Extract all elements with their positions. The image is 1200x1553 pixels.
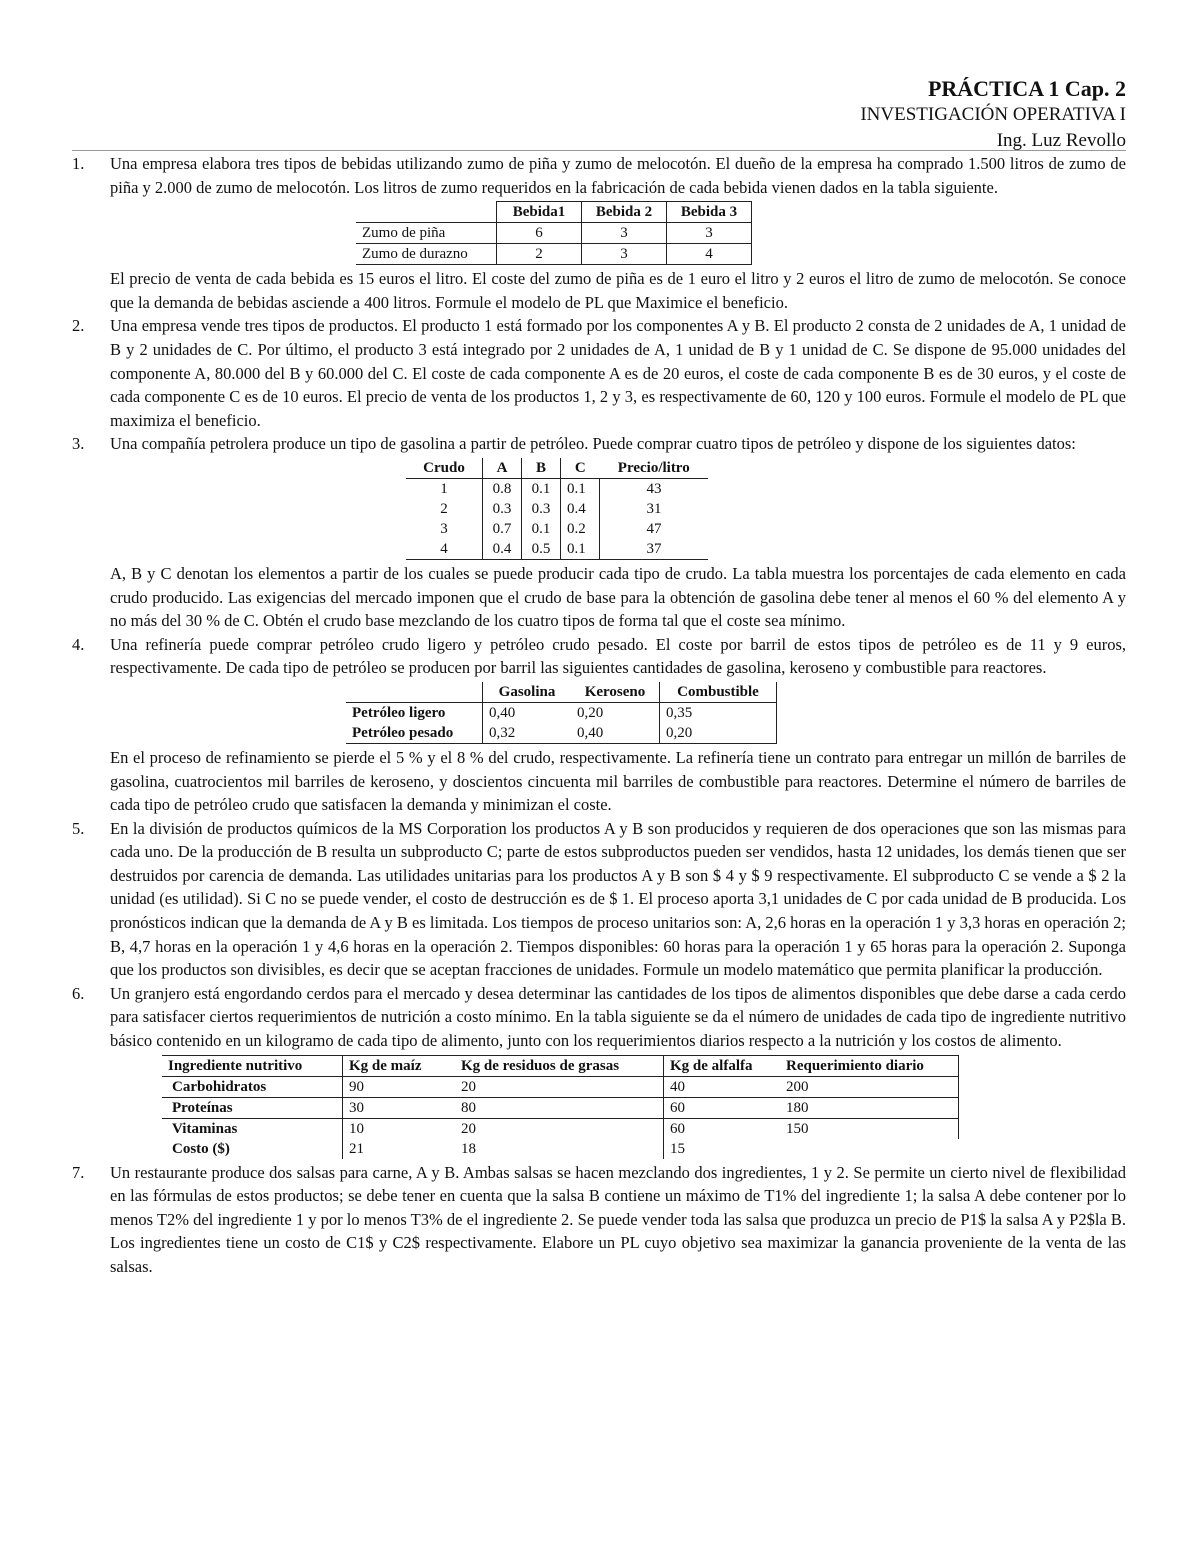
practice-title: PRÁCTICA 1 Cap. 2 — [927, 76, 1126, 101]
table-cell: 0.8 — [483, 478, 522, 499]
table-cell: 0,20 — [571, 702, 660, 723]
table-row — [356, 223, 752, 244]
problem-text: Una compañía petrolera produce un tipo de gasolina a partir de petróleo. Puede comprar cuatro tipos de petróleo y dispone de los siguientes datos: — [110, 434, 1076, 454]
problem-6 — [72, 982, 1126, 1161]
table-row — [162, 1118, 959, 1139]
problem-text-after: El precio de venta de cada bebida es 15 euros el litro. El coste del zumo de piña es de 1 euro el litro y 2 euros el litro de zumo de melocotón. Se conoce que la demanda de bebidas asciende a 400 litros. Formule el modelo de PL que Maximice el beneficio. — [110, 269, 1126, 312]
row-label: Petróleo ligero — [346, 702, 483, 723]
table-cell: 43 — [646, 480, 662, 497]
table-cell: 0,35 — [660, 702, 777, 723]
table-row — [356, 244, 752, 265]
table-header: Bebida 2 — [582, 202, 667, 223]
table-row — [346, 702, 777, 723]
row-label: Carbohidratos — [162, 1076, 343, 1097]
row-label: Zumo de piña — [356, 223, 497, 244]
table-cell: 0,20 — [660, 723, 777, 744]
problem-number: 4. — [72, 634, 85, 654]
table-header: Kg de alfalfa — [664, 1055, 781, 1076]
table-cell: 0.1 — [522, 519, 561, 539]
problem-list — [72, 152, 1126, 1279]
table-cell — [780, 1139, 959, 1159]
table-cell: 15 — [670, 1140, 685, 1157]
table-cell: 18 — [455, 1139, 664, 1159]
table-cell: 2 — [406, 499, 483, 519]
table-cell: 0,32 — [483, 723, 572, 744]
table-cell: 3 — [582, 223, 667, 244]
table-row — [162, 1097, 959, 1118]
table-row — [406, 539, 708, 560]
table-cell: 31 — [646, 500, 662, 517]
problem-5 — [72, 817, 1126, 982]
table-cell: 4 — [667, 244, 752, 265]
refinery-table — [346, 682, 777, 744]
table-row — [346, 723, 777, 744]
problem-text: Un restaurante produce dos salsas para carne, A y B. Ambas salsas se hacen mezclando dos ingredientes, 1 y 2. Se permite un cierto nivel de flexibilidad en las fórmulas de estos productos; se debe tener en cuenta que la salsa B contiene un máximo de T1% del ingrediente 1; la salsa A debe contener por lo menos T2% del ingrediente 1 y por lo menos T3% de el ingrediente 2. Se puede vender toda las salsa que produzca un precio de P1$ la salsa A y P2$la B. Los ingredientes tiene un costo de C1$ y C2$ respectivamente. Elabore un PL cuyo objetivo sea maximizar la ganancia proveniente de la venta de las salsas. — [110, 1162, 1126, 1276]
table-cell: 47 — [646, 520, 662, 537]
table-cell: 6 — [497, 223, 582, 244]
course-name: INVESTIGACIÓN OPERATIVA I — [860, 104, 1126, 125]
row-label: Zumo de durazno — [356, 244, 497, 265]
problem-number: 7. — [72, 1162, 85, 1182]
table-header: Combustible — [660, 682, 777, 703]
problem-text: Un granjero está engordando cerdos para el mercado y desea determinar las cantidades de los tipos de alimentos disponibles que debe darse a cada cerdo para satisfacer ciertos requerimientos de nutrición a costo mínimo. En la tabla siguiente se da el número de unidades de cada tipo de ingrediente nutritivo básico contenido en un kilogramo de cada tipo de alimento, junto con los requerimientos diarios respecto a la nutrición y los costos de alimento. — [110, 983, 1126, 1051]
row-label: Proteínas — [162, 1097, 343, 1118]
table-row — [406, 478, 708, 499]
problem-2 — [72, 314, 1126, 432]
table-cell: 0.1 — [561, 478, 600, 499]
table-cell: 3 — [582, 244, 667, 265]
header — [860, 76, 1126, 154]
problem-text: Una refinería puede comprar petróleo crudo ligero y petróleo crudo pesado. El coste por barril de estos tipos de petróleo es de 11 y 9 euros, respectivamente. De cada tipo de petróleo se producen por barril las siguientes cantidades de gasolina, keroseno y combustible para reactores. — [110, 634, 1126, 678]
row-label: Costo ($) — [162, 1139, 343, 1159]
problem-number: 1. — [72, 154, 85, 173]
table-cell: 0.3 — [483, 499, 522, 519]
table-header: Precio/litro — [600, 458, 709, 479]
table-cell: 150 — [780, 1118, 959, 1139]
problem-text-after: A, B y C denotan los elementos a partir de los cuales se puede producir cada tipo de crudo. La tabla muestra los porcentajes de cada elemento en cada crudo producido. Las exigencias del mercado imponen que el crudo de base para la obtención de gasolina debe tener al menos el 60 % del elemento A y no más del 30 % de C. Obtén el crudo base mezclando de los cuatro tipos de forma tal que el coste sea mínimo. — [110, 563, 1126, 631]
table-header: Crudo — [406, 458, 483, 479]
table-cell: 10 — [349, 1120, 364, 1137]
table-cell: 0.4 — [483, 539, 522, 560]
table-cell: 3 — [667, 223, 752, 244]
row-label: Petróleo pesado — [346, 723, 483, 744]
table-header: Requerimiento diario — [780, 1055, 959, 1076]
problem-number: 2. — [72, 316, 85, 336]
problem-number: 5. — [72, 818, 85, 838]
problem-number: 6. — [72, 983, 85, 1003]
table-cell: 21 — [349, 1140, 364, 1157]
table-header: Kg de maíz — [343, 1055, 456, 1076]
table-cell: 60 — [664, 1097, 781, 1118]
table-cell: 2 — [497, 244, 582, 265]
problem-4 — [72, 633, 1126, 817]
nutrition-table — [162, 1055, 959, 1159]
table-cell: 90 — [343, 1076, 456, 1097]
table-cell: 20 — [455, 1118, 664, 1139]
problem-3 — [72, 432, 1126, 632]
table-header: Bebida 3 — [667, 202, 752, 223]
table-header: Bebida1 — [497, 202, 582, 223]
problem-text-after: En el proceso de refinamiento se pierde el 5 % y el 8 % del crudo, respectivamente. La refinería tiene un contrato para entregar un millón de barriles de gasolina, cuatrocientos mil barriles de keroseno, y doscientos cincuenta mil barriles de combustible para reactores. Determine el número de barriles de cada tipo de petróleo crudo que satisfacen la demanda y minimizan el coste. — [110, 747, 1126, 815]
table-header: C — [561, 458, 600, 479]
table-cell: 0.2 — [561, 519, 600, 539]
table-cell: 1 — [406, 478, 483, 499]
table-header: Ingrediente nutritivo — [162, 1055, 343, 1076]
row-label: Vitaminas — [162, 1118, 343, 1139]
table-header: A — [483, 458, 522, 479]
table-cell: 0.5 — [522, 539, 561, 560]
table-cell: 0.7 — [483, 519, 522, 539]
table-cell: 0.3 — [522, 499, 561, 519]
table-cell: 0.4 — [561, 499, 600, 519]
beverage-table — [356, 201, 752, 265]
table-cell: 0.1 — [561, 539, 600, 560]
problem-7 — [72, 1161, 1126, 1279]
problem-text: Una empresa vende tres tipos de productos. El producto 1 está formado por los componentes A y B. El producto 2 consta de 2 unidades de A, 1 unidad de B y 2 unidades de C. Por último, el producto 3 está integrado por 2 unidades de A, 1 unidad de B y 1 unidad de C. Se dispone de 95.000 unidades del componente A, 80.000 del B y 60.000 del C. El coste de cada componente A es de 20 euros, el coste de cada componente B es de 30 euros, y el coste de cada componente C es de 10 euros. El precio de venta de los productos 1, 2 y 3, es respectivamente de 60, 120 y 100 euros. Formule el modelo de PL que maximiza el beneficio. — [110, 316, 1126, 430]
author-name: Ing. Luz Revollo — [996, 130, 1126, 151]
table-row — [162, 1139, 959, 1159]
table-row — [162, 1076, 959, 1097]
table-cell: 20 — [455, 1076, 664, 1097]
table-cell: 60 — [670, 1120, 685, 1137]
table-cell: 37 — [600, 539, 709, 560]
table-cell: 40 — [664, 1076, 781, 1097]
table-cell: 80 — [455, 1097, 664, 1118]
table-cell: 4 — [406, 539, 483, 560]
table-row — [406, 519, 708, 539]
crude-table — [406, 458, 708, 560]
problem-number: 3. — [72, 434, 85, 454]
table-cell: 0,40 — [483, 702, 572, 723]
problem-text: En la división de productos químicos de la MS Corporation los productos A y B son producidos y requieren de dos operaciones que son las mismas para cada uno. De la producción de B resulta un subproducto C; parte de estos subproductos pueden ser vendidos, hasta 12 unidades, los demás tienen que ser destruidos por carencia de demanda. Las utilidades unitarias para los productos A y B son $ 4 y $ 9 respectivamente. El subproducto C se vende a $ 2 la unidad (es utilidad). Si C no se puede vender, el costo de destrucción es de $ 1. El proceso aporta 3,1 unidades de C por cada unidad de B producida. Los pronósticos indican que la demanda de A y B es limitada. Los tiempos de proceso unitarios son: A, 2,6 horas en la operación 1 y 3,3 horas en operación 2; B, 4,7 horas en la operación 1 y 4,6 horas en la operación 2. Tiempos disponibles: 60 horas para la operación 1 y 65 horas para la operación 2. Suponga que los productos son divisibles, es decir que se aceptan fracciones de unidades. Formule un modelo matemático que permita planificar la producción. — [110, 818, 1126, 980]
table-cell: 200 — [780, 1076, 959, 1097]
table-cell: 0.1 — [522, 478, 561, 499]
table-header: Kg de residuos de grasas — [455, 1055, 664, 1076]
problem-text: Una empresa elabora tres tipos de bebidas utilizando zumo de piña y zumo de melocotón. El dueño de la empresa ha comprado 1.500 litros de zumo de piña y 2.000 de zumo de melocotón. Los litros de zumo requeridos en la fabricación de cada bebida vienen dados en la tabla siguiente. — [110, 154, 1126, 197]
table-cell: 180 — [780, 1097, 959, 1118]
header-rule — [72, 150, 1126, 151]
table-cell: 3 — [406, 519, 483, 539]
table-header: B — [522, 458, 561, 479]
table-cell: 30 — [343, 1097, 456, 1118]
table-header: Gasolina — [483, 682, 572, 703]
problem-1 — [72, 152, 1126, 314]
table-header: Keroseno — [584, 683, 646, 700]
table-cell: 0,40 — [571, 723, 660, 744]
table-row — [406, 499, 708, 519]
